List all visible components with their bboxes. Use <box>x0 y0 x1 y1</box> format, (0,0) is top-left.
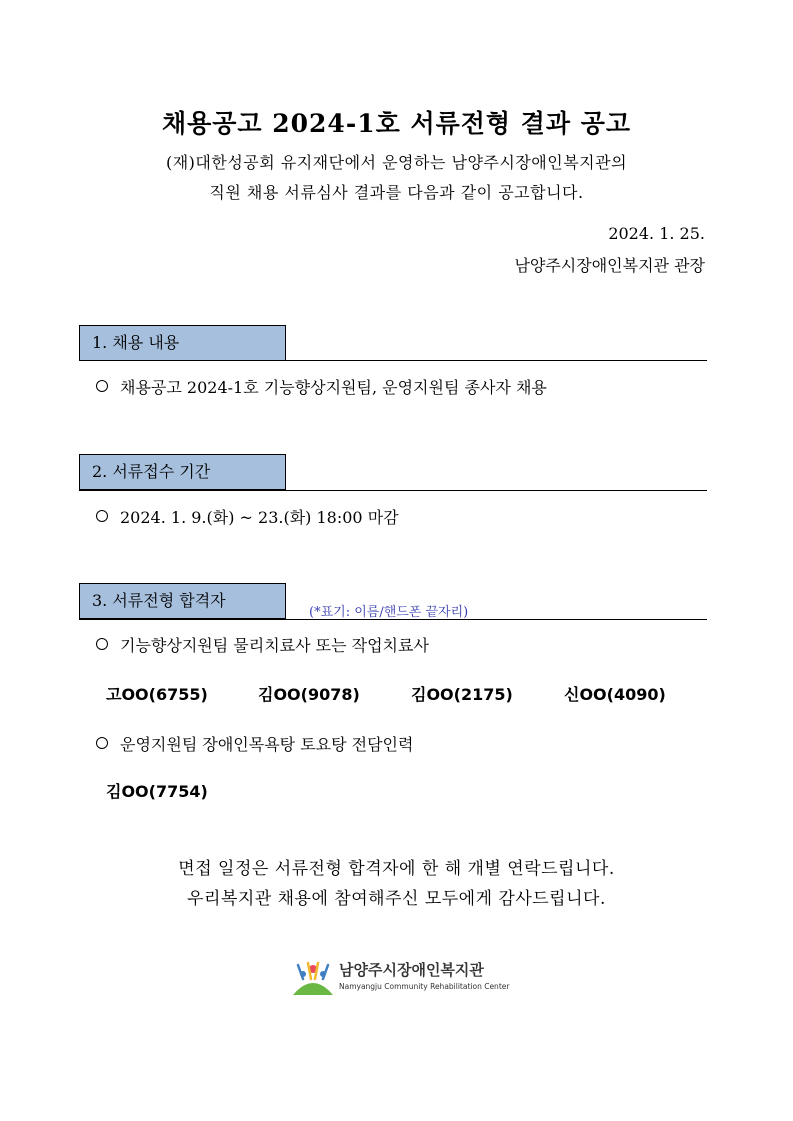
section-3-divider <box>79 619 707 620</box>
group-2-label: 운영지원팀 장애인목욕탕 토요탕 전담인력 <box>120 735 414 754</box>
logo-mark-icon <box>291 957 335 997</box>
section-3-note: (*표기: 이름/핸드폰 끝자리) <box>309 605 469 620</box>
section-2-bullet <box>96 505 399 528</box>
circle-bullet-icon <box>96 638 108 650</box>
logo-name-en: Namyangju Community Rehabilitation Center <box>339 982 510 991</box>
section-1-bullet <box>96 375 547 398</box>
notice-date: 2024. 1. 25. <box>608 224 705 243</box>
intro-line-1: (재)대한성공회 유지재단에서 운영하는 남양주시장애인복지관의 <box>165 153 628 172</box>
organization-logo <box>291 957 511 999</box>
circle-bullet-icon <box>96 737 108 749</box>
candidate-name: 김OO(9078) <box>258 685 360 704</box>
circle-bullet-icon <box>96 380 108 392</box>
circle-bullet-icon <box>96 510 108 522</box>
intro-line-2: 직원 채용 서류심사 결과를 다음과 같이 공고합니다. <box>209 183 584 202</box>
candidate-name: 고OO(6755) <box>106 685 208 704</box>
section-3-heading: 3. 서류전형 합격자 <box>79 583 286 619</box>
candidate-name: 김OO(7754) <box>106 782 208 801</box>
candidate-name: 김OO(2175) <box>411 685 513 704</box>
page-title: 채용공고 2024-1호 서류전형 결과 공고 <box>161 109 632 138</box>
section-2-divider <box>79 490 707 491</box>
section-2-text: 2024. 1. 9.(화) ~ 23.(화) 18:00 마감 <box>120 508 399 527</box>
group-1-label: 기능향상지원팀 물리치료사 또는 작업치료사 <box>120 636 429 655</box>
closing-line-2: 우리복지관 채용에 참여해주신 모두에게 감사드립니다. <box>187 889 606 909</box>
logo-name-ko: 남양주시장애인복지관 <box>339 961 484 979</box>
closing-line-1: 면접 일정은 서류전형 합격자에 한 해 개별 연락드립니다. <box>178 859 615 879</box>
group-2-bullet <box>96 732 413 755</box>
group-1-bullet <box>96 633 429 656</box>
section-1-text: 채용공고 2024-1호 기능향상지원팀, 운영지원팀 종사자 채용 <box>120 378 547 397</box>
issuer: 남양주시장애인복지관 관장 <box>514 256 705 275</box>
section-1-heading: 1. 채용 내용 <box>79 325 286 361</box>
section-2-heading: 2. 서류접수 기간 <box>79 454 286 490</box>
section-1-divider <box>79 360 707 361</box>
candidate-name: 신OO(4090) <box>564 685 666 704</box>
